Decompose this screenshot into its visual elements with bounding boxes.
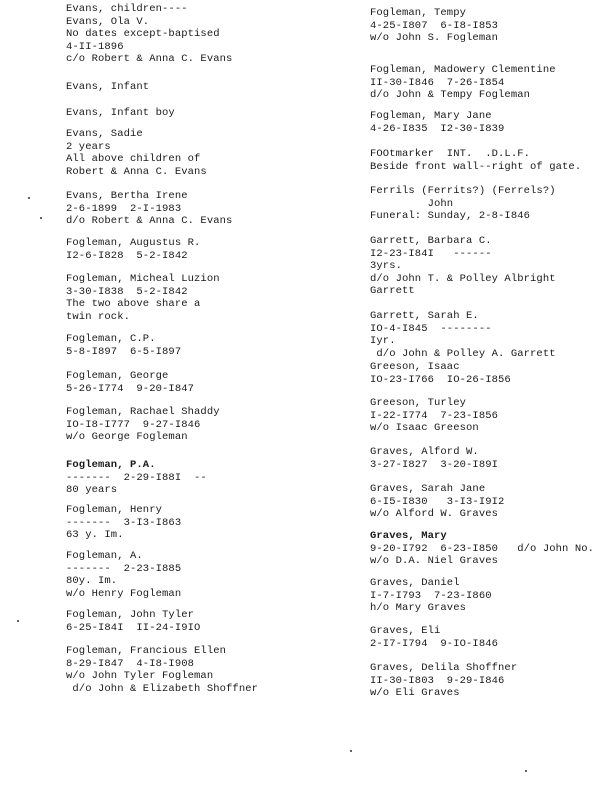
burial-entry <box>370 110 504 135</box>
entry-detail: 80 years <box>66 484 118 497</box>
entry-name: Graves, Mary <box>370 530 447 542</box>
entry-name: Graves, Daniel <box>370 577 460 589</box>
entry-detail: d/o John & Polley A. Garrett <box>370 347 556 360</box>
burial-entry <box>370 148 581 173</box>
burial-entry <box>66 645 258 695</box>
entry-detail: Robert & Anna C. Evans <box>66 165 207 178</box>
entry-detail: 3-27-I827 3-20-I89I <box>370 458 499 471</box>
entry-name: Fogleman, Mary Jane <box>370 110 492 122</box>
burial-entry <box>370 577 492 615</box>
entry-detail: Beside front wall--right of gate. <box>370 160 582 173</box>
entry-detail: w/o Eli Graves <box>370 687 460 700</box>
entry-detail: d/o Robert & Anna C. Evans <box>66 215 233 228</box>
burial-entry <box>66 609 200 634</box>
entry-detail: Garrett <box>370 285 415 298</box>
burial-entry <box>66 459 207 497</box>
entry-name: Fogleman, Francious Ellen <box>66 645 227 657</box>
entry-detail: No dates except-baptised <box>66 28 220 41</box>
burial-entry <box>370 397 498 435</box>
entry-name: Fogleman, Micheal Luzion <box>66 273 220 285</box>
entry-detail: d/o John & Elizabeth Shoffner <box>66 682 259 695</box>
burial-entry <box>370 662 517 700</box>
burial-entry <box>370 483 504 521</box>
entry-name: Greeson, Turley <box>370 397 467 409</box>
entry-name: Fogleman, George <box>66 370 169 382</box>
burial-entry <box>66 128 207 178</box>
entry-detail: w/o Isaac Greeson <box>370 422 479 435</box>
entry-detail: w/o D.A. Niel Graves <box>370 555 499 568</box>
entry-detail: 5-26-I774 9-20-I847 <box>66 382 195 395</box>
entry-name: Fogleman, Augustus R. <box>66 237 201 249</box>
burial-entry <box>66 550 181 600</box>
entry-detail: Evans, Ola V. <box>66 15 150 28</box>
entry-name: Graves, Sarah Jane <box>370 483 486 495</box>
entry-detail: IO-23-I766 IO-26-I856 <box>370 373 511 386</box>
burial-entry <box>370 7 498 45</box>
entry-detail: 9-20-I792 6-23-I850 d/o John No. <box>370 542 595 555</box>
burial-entry <box>66 370 194 395</box>
entry-detail: w/o Henry Fogleman <box>66 587 182 600</box>
entry-detail: 8-29-I847 4-I8-I908 <box>66 657 195 670</box>
entry-name: Fogleman, P.A. <box>66 459 156 471</box>
entry-detail: 2-I7-I794 9-IO-I846 <box>370 637 499 650</box>
entry-name: Garrett, Sarah E. <box>370 310 479 322</box>
entry-detail: 3yrs. <box>370 260 403 273</box>
entry-detail: 63 y. Im. <box>66 529 124 542</box>
entry-detail: twin rock. <box>66 310 131 323</box>
entry-detail: I-7-I793 7-23-I860 <box>370 589 492 602</box>
entry-detail: 6-25-I84I II-24-I9IO <box>66 621 201 634</box>
burial-entry <box>66 190 232 228</box>
burial-entry <box>66 273 220 323</box>
entry-detail: 5-8-I897 6-5-I897 <box>66 345 182 358</box>
burial-entry <box>370 185 556 223</box>
entry-name: Ferrils (Ferrits?) (Ferrels?) <box>370 185 556 197</box>
entry-name: FOOtmarker INT. .D.L.F. <box>370 148 531 160</box>
entry-detail: 4-26-I835 I2-30-I839 <box>370 122 505 135</box>
burial-entry <box>370 310 556 360</box>
entry-detail: d/o John T. & Polley Albright <box>370 272 556 285</box>
entry-name: Fogleman, Tempy <box>370 7 467 19</box>
entry-name: Graves, Delila Shoffner <box>370 662 518 674</box>
entry-name: Evans, Infant <box>66 81 150 93</box>
entry-detail: The two above share a <box>66 298 201 311</box>
entry-name: Fogleman, John Tyler <box>66 609 195 621</box>
scan-speck <box>40 217 42 219</box>
entry-name: Fogleman, C.P. <box>66 333 156 345</box>
entry-detail: w/o George Fogleman <box>66 431 188 444</box>
entry-detail: II-30-I846 7-26-I854 <box>370 76 505 89</box>
entry-detail: ------- 2-23-I885 <box>66 562 182 575</box>
burial-entry <box>66 406 220 444</box>
entry-name: Evans, Sadie <box>66 128 143 140</box>
entry-detail: Iyr. <box>370 335 396 348</box>
entry-detail: All above children of <box>66 153 201 166</box>
burial-entry <box>66 81 149 94</box>
scan-speck <box>350 750 352 752</box>
entry-detail: 4-25-I807 6-I8-I853 <box>370 19 499 32</box>
entry-detail: II-30-I803 9-29-I846 <box>370 674 505 687</box>
entry-detail: ------- 3-I3-I863 <box>66 516 182 529</box>
entry-detail: 4-II-1896 <box>66 40 124 53</box>
entry-detail: IO-I8-I777 9-27-I846 <box>66 418 201 431</box>
entry-detail: d/o John & Tempy Fogleman <box>370 89 531 102</box>
entry-detail: 6-I5-I830 3-I3-I9I2 <box>370 495 505 508</box>
burial-entry <box>66 504 181 542</box>
entry-name: Garrett, Barbara C. <box>370 235 492 247</box>
burial-entry <box>370 530 594 568</box>
entry-detail: 80y. Im. <box>66 575 118 588</box>
entry-name: Evans, children---- <box>66 3 188 15</box>
entry-detail: 3-30-I838 5-2-I842 <box>66 285 188 298</box>
entry-detail: I2-6-I828 5-2-I842 <box>66 249 188 262</box>
entry-detail: John <box>370 197 454 210</box>
entry-detail: h/o Mary Graves <box>370 602 467 615</box>
scan-speck <box>28 197 30 199</box>
entry-detail: w/o Alford W. Graves <box>370 508 499 521</box>
entry-detail: Funeral: Sunday, 2-8-I846 <box>370 210 531 223</box>
entry-detail: I2-23-I84I ------ <box>370 247 492 260</box>
burial-entry <box>66 333 181 358</box>
entry-name: Evans, Infant boy <box>66 107 175 119</box>
entry-name: Evans, Bertha Irene <box>66 190 188 202</box>
entry-detail: 2 years <box>66 140 111 153</box>
scan-speck <box>525 770 527 772</box>
burial-entry <box>66 107 175 120</box>
entry-name: Graves, Alford W. <box>370 446 479 458</box>
burial-entry <box>66 3 232 66</box>
entry-name: Fogleman, Rachael Shaddy <box>66 406 220 418</box>
entry-name: Graves, Eli <box>370 625 441 637</box>
entry-detail: c/o Robert & Anna C. Evans <box>66 53 233 66</box>
entry-detail: I-22-I774 7-23-I856 <box>370 409 499 422</box>
entry-detail: w/o John Tyler Fogleman <box>66 670 214 683</box>
entry-detail: 2-6-1899 2-I-1983 <box>66 202 182 215</box>
entry-name: Fogleman, A. <box>66 550 143 562</box>
entry-name: Greeson, Isaac <box>370 361 460 373</box>
entry-detail: IO-4-I845 -------- <box>370 322 492 335</box>
entry-name: Fogleman, Henry <box>66 504 163 516</box>
burial-entry <box>66 237 200 262</box>
burial-entry <box>370 64 556 102</box>
entry-detail: ------- 2-29-I88I -- <box>66 471 207 484</box>
burial-entry <box>370 446 498 471</box>
entry-detail: w/o John S. Fogleman <box>370 32 499 45</box>
burial-entry <box>370 361 511 386</box>
entry-name: Fogleman, Madowery Clementine <box>370 64 556 76</box>
burial-entry <box>370 625 498 650</box>
scan-speck <box>17 620 19 622</box>
burial-entry <box>370 235 556 298</box>
